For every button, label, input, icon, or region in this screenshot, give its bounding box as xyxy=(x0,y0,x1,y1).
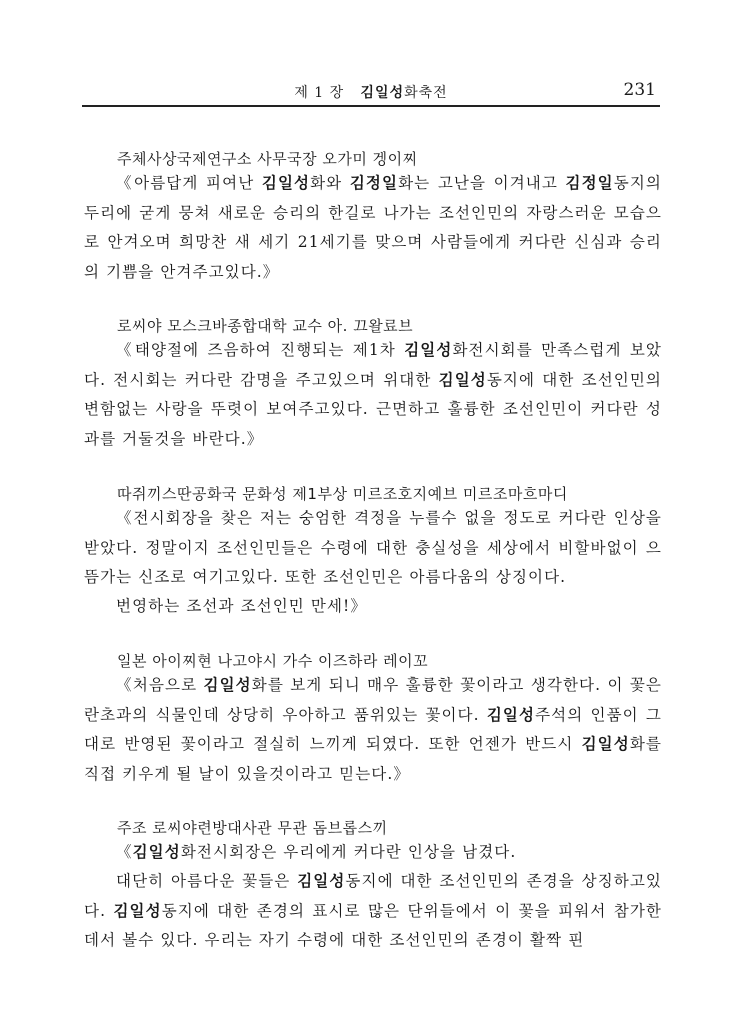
text-run: 동지에 대한 조선인민의 존경을 상징하고있다. xyxy=(84,872,662,920)
text-run: 화와 xyxy=(310,174,350,192)
chapter-label: 제 1 장 xyxy=(294,85,345,101)
bold-name: 김정일 xyxy=(349,174,399,192)
quote-paragraph xyxy=(84,169,662,287)
text-run: 대단히 아름다운 꽃들은 xyxy=(116,872,298,890)
quote-paragraph xyxy=(84,838,662,868)
bold-name: 김일성 xyxy=(404,341,453,359)
speaker-heading: 따쥐끼스딴공화국 문화성 제1부상 미르조호지예브 미르조마흐마디 xyxy=(117,485,568,503)
text-run: 동지에 대한 존경의 표시로 많은 단위들에서 이 꽃을 피워서 참가한데서 볼수 있다. 우리는 자기 수령에 대한 조선인민의 존경이 활짝 핀 xyxy=(84,901,662,949)
quote-paragraph xyxy=(84,671,662,789)
speaker-heading: 주체사상국제연구소 사무국장 오가미 겡이찌 xyxy=(117,150,418,168)
quote-paragraph xyxy=(84,336,662,454)
bold-name: 김일성 xyxy=(581,735,630,753)
text-run: 화를 보게 되니 매우 훌륭한 꽃이라고 생각한다. 이 꽃은 란초과의 식물인데 상당히 우아하고 품위있는 꽃이다. xyxy=(84,676,663,724)
bold-name: 김일성 xyxy=(132,843,181,861)
text-run: 번영하는 조선과 조선인민 만세!》 xyxy=(116,597,367,615)
bold-name: 김일성 xyxy=(113,901,162,920)
text-run: 화는 고난을 이겨내고 xyxy=(398,174,566,192)
header-rule xyxy=(82,105,660,107)
quote-paragraph xyxy=(84,592,662,622)
text-run: 《아름답게 피여난 xyxy=(116,174,262,192)
bold-name: 김정일 xyxy=(565,174,614,192)
text-run: 화를 직접 키우게 될 날이 있을것이라고 믿는다.》 xyxy=(84,735,662,783)
text-run: 동지의 두리에 굳게 뭉쳐 새로운 승리의 한길로 나가는 조선인민의 자랑스러운 모습으로 안겨오며 희망찬 새 세기 21세기를 맞으며 사람들에게 커다란 신심과 승리의 기쁨을 안겨주고있다.》 xyxy=(84,174,662,281)
text-run: 동지에 대한 조선인민의 변함없는 사랑을 뚜렷이 보여주고있다. 근면하고 훌륭한 조선인민이 커다란 성과를 거둘것을 바란다.》 xyxy=(84,370,662,448)
chapter-title xyxy=(84,82,658,102)
text-run: 《태양절에 즈음하여 진행되는 제1차 xyxy=(116,341,405,359)
bold-name: 김일성 xyxy=(486,705,536,724)
bold-name: 김일성 xyxy=(438,370,487,389)
chapter-title-rest: 화축전 xyxy=(404,85,448,101)
running-header xyxy=(84,78,658,102)
bold-name: 김일성 xyxy=(203,676,252,694)
text-run: 화전시회장은 우리에게 커다란 인상을 남겼다. xyxy=(180,843,517,861)
speaker-heading: 로씨야 모스크바종합대학 교수 아. 끄왈료브 xyxy=(117,317,414,335)
text-run: 《처음으로 xyxy=(116,676,204,694)
text-run: 《 xyxy=(116,843,133,861)
speaker-heading: 주조 로씨야련방대사관 무관 돔브롭스끼 xyxy=(117,819,388,837)
bold-name: 김일성 xyxy=(297,872,346,890)
text-run: 화전시회를 만족스럽게 보았다. 전시회는 커다란 감명을 주고있으며 위대한 xyxy=(84,341,662,389)
quote-paragraph xyxy=(84,867,662,956)
page-number: 231 xyxy=(623,80,656,100)
speaker-heading: 일본 아이찌현 나고야시 가수 이즈하라 레이꼬 xyxy=(117,652,429,670)
bold-name: 김일성 xyxy=(261,174,311,192)
text-run: 《전시회장을 찾은 저는 숭엄한 격정을 누를수 없을 정도로 커다란 인상을 받았다. 정말이지 조선인민들은 수령에 대한 충실성을 세상에서 비할바없이 으뜸가는 신조로 여기고있다. 또한 조선인민은 아름다움의 상징이다. xyxy=(84,509,662,586)
text-run: 주석의 인품이 그대로 반영된 꽃이라고 절실히 느끼게 되였다. 또한 언젠가 반드시 xyxy=(84,705,662,753)
quote-paragraph xyxy=(84,504,662,593)
chapter-title-bold: 김일성 xyxy=(360,85,405,101)
